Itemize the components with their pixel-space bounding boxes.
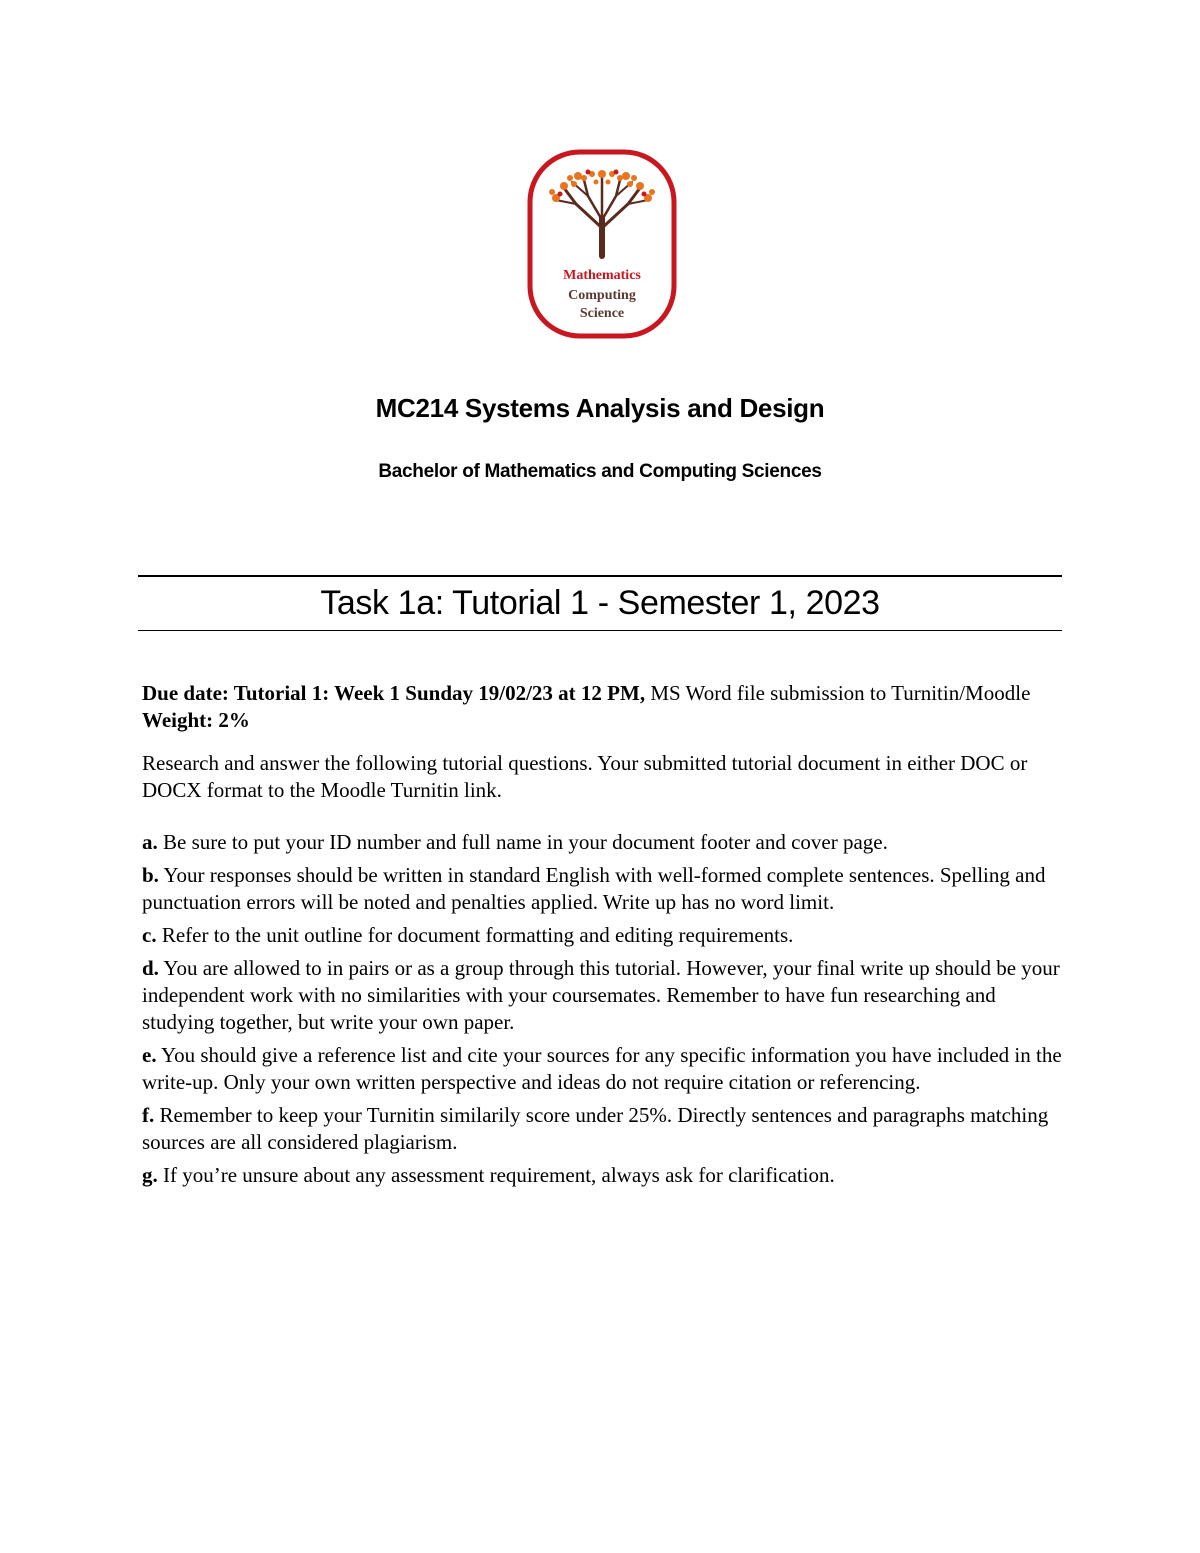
document-body xyxy=(142,680,1067,1195)
list-item-letter: c. xyxy=(142,923,157,947)
list-item-text: Refer to the unit outline for document formatting and editing requirements. xyxy=(156,923,794,947)
list-item-letter: a. xyxy=(142,830,158,854)
list-item xyxy=(142,955,1067,1036)
title-bottom-rule xyxy=(138,630,1062,631)
tree-logo-icon xyxy=(526,148,678,340)
list-item xyxy=(142,829,1067,856)
list-item-text: If you’re unsure about any assessment requirement, always ask for clarification. xyxy=(157,1163,835,1187)
list-item-text: Remember to keep your Turnitin similarily score under 25%. Directly sentences and paragraphs matching sources are all considered plagiarism. xyxy=(142,1103,1049,1154)
program-name: Bachelor of Mathematics and Computing Sciences xyxy=(378,461,822,482)
weight-label: Weight: 2% xyxy=(142,708,250,732)
course-title: MC214 Systems Analysis and Design xyxy=(375,393,825,423)
title-top-rule xyxy=(138,575,1062,577)
weight-line xyxy=(142,707,1067,734)
due-date-text: MS Word file submission to Turnitin/Moodle xyxy=(645,681,1031,705)
list-item xyxy=(142,862,1067,916)
intro-paragraph: Research and answer the following tutorial questions. Your submitted tutorial document in either DOC or DOCX format to the Moodle Turnitin link. xyxy=(142,751,1028,802)
list-item xyxy=(142,922,1067,949)
task-title: Task 1a: Tutorial 1 - Semester 1, 2023 xyxy=(320,584,880,622)
list-item xyxy=(142,1042,1067,1096)
list-item-text: Your responses should be written in standard English with well-formed complete sentences. Spelling and punctuation errors will be noted and penalties applied. Write up has no word limit. xyxy=(142,863,1046,914)
svg-text:Computing: Computing xyxy=(568,288,636,303)
list-item-text: You should give a reference list and cite your sources for any specific information you have included in the write-up. Only your own written perspective and ideas do not require citation or referencing. xyxy=(142,1043,1062,1094)
list-item xyxy=(142,1162,1067,1189)
university-logo xyxy=(526,148,678,340)
svg-text:Science: Science xyxy=(579,306,625,321)
list-item-letter: b. xyxy=(142,863,159,887)
list-item-letter: d. xyxy=(142,956,159,980)
requirements-list xyxy=(142,829,1067,1189)
list-item-text: Be sure to put your ID number and full name in your document footer and cover page. xyxy=(157,830,888,854)
list-item xyxy=(142,1102,1067,1156)
list-item-letter: g. xyxy=(142,1163,158,1187)
due-date-label: Due date: Tutorial 1: Week 1 Sunday 19/02/23 at 12 PM, xyxy=(142,681,646,705)
list-item-text: You are allowed to in pairs or as a group through this tutorial. However, your final write up should be your independent work with no similarities with your coursemates. Remember to have fun researching and studying together, but write your own paper. xyxy=(142,956,1060,1034)
list-item-letter: f. xyxy=(142,1103,155,1127)
due-date-line xyxy=(142,680,1067,707)
due-date-block xyxy=(142,680,1067,734)
list-item-letter: e. xyxy=(142,1043,157,1067)
svg-text:Mathematics: Mathematics xyxy=(563,268,641,283)
